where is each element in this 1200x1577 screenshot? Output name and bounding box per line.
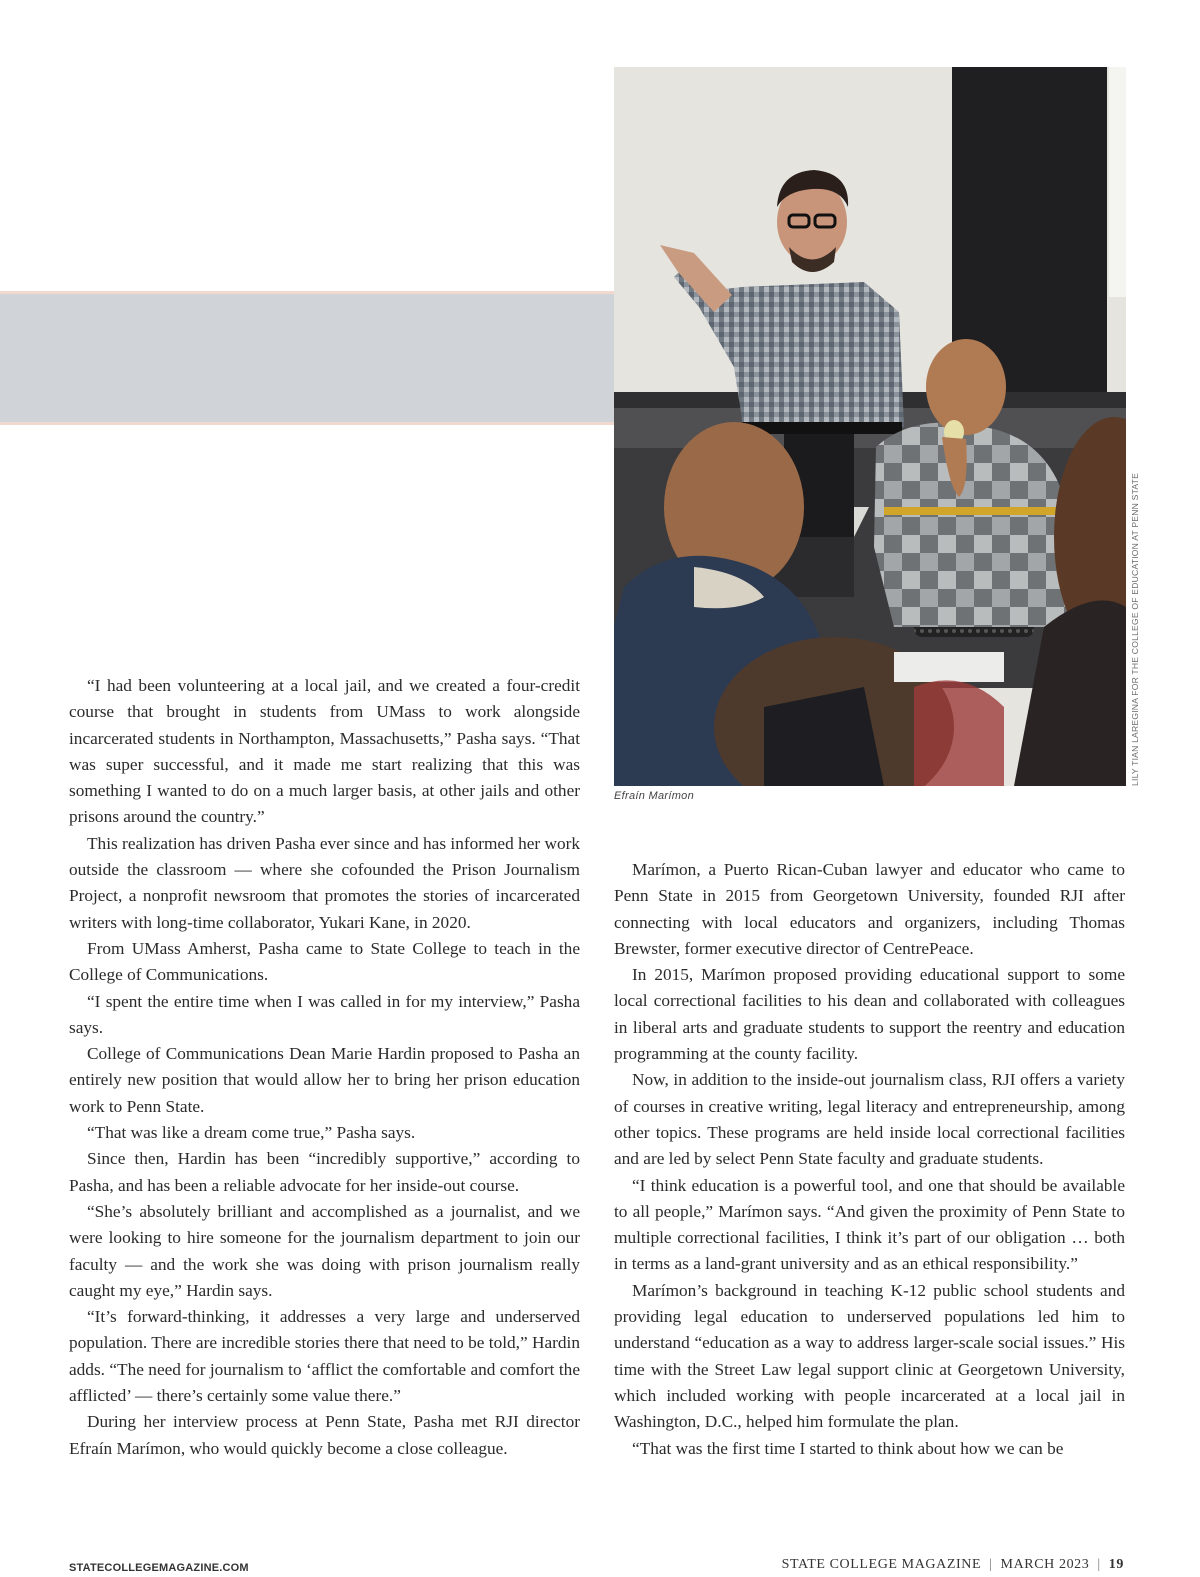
page-number: 19 [1108, 1557, 1124, 1572]
paragraph: In 2015, Marímon proposed providing educational support to some local correctional facilities to his dean and collaborated with colleagues in liberal arts and graduate students to support the reentry and education programming at the county facility. [614, 965, 1125, 1064]
paragraph: “I had been volunteering at a local jail, and we created a four-credit course that brought in students from UMass to work alongside incarcerated students in Northampton, Massachusetts,” Pasha says. “That was super successful, and it made me start realizing that this was something I wanted to do on a much larger basis, at other jails and other prisons around the country.” [69, 676, 580, 827]
paragraph: “She’s absolutely brilliant and accomplished as a journalist, and we were looking to hire someone for the journalism department to join our faculty — and the work she was doing with prison journalism really caught my eye,” Hardin says. [69, 1201, 580, 1300]
paragraph: Now, in addition to the inside-out journalism class, RJI offers a variety of courses in creative writing, legal literacy and entrepreneurship, among other topics. These programs are held inside local correctional facilities and are led by select Penn State faculty and graduate students. [614, 1070, 1125, 1169]
paragraph: Marímon’s background in teaching K-12 public school students and providing legal education to underserved populations led him to understand “education as a way to address larger-scale social issues.” His time with the Street Law legal support clinic at Georgetown University, which included working with people incarcerated at a local jail in Washington, D.C., helped him formulate the plan. [614, 1280, 1125, 1432]
paragraph: During her interview process at Penn State, Pasha met RJI director Efraín Marímon, who would quickly become a close colleague. [69, 1412, 580, 1458]
photo-credit [1125, 472, 1145, 786]
page-footer [782, 1557, 1124, 1573]
paragraph: “It’s forward-thinking, it addresses a very large and underserved population. There are incredible stories there that need to be told,” Hardin adds. “The need for journalism to ‘afflict the comfortable and comfort the afflicted’ — there’s certainly some value there.” [69, 1307, 580, 1406]
paragraph: College of Communications Dean Marie Hardin proposed to Pasha an entirely new position that would allow her to bring her prison education work to Penn State. [69, 1044, 580, 1116]
paragraph: From UMass Amherst, Pasha came to State College to teach in the College of Communications. [69, 938, 580, 985]
paragraph: “I think education is a powerful tool, and one that should be available to all people,” Marímon says. “And given the proximity of Penn State to multiple correctional facilities, I think it’s part of our obligation … both in terms as a land-grant university and as an ethical responsibility.” [614, 1175, 1125, 1274]
paragraph: Marímon, a Puerto Rican-Cuban lawyer and educator who came to Penn State in 2015 from Georgetown University, founded RJI after connecting with local educators and organizers, including Thomas Brewster, former executive director of CentrePeace. [614, 860, 1125, 958]
footer-separator: | [1097, 1557, 1101, 1572]
paragraph: “That was like a dream come true,” Pasha says. [87, 1123, 416, 1143]
photo-caption: Efraín Marímon [614, 790, 695, 802]
paragraph: “I spent the entire time when I was called in for my interview,” Pasha says. [69, 991, 580, 1037]
website-link[interactable]: STATECOLLEGEMAGAZINE.COM [69, 1562, 249, 1574]
photo-credit-text: LILY TIAN LAREGINA FOR THE COLLEGE OF EDUCATION AT PENN STATE [1130, 472, 1140, 786]
article-column-left [69, 673, 580, 1462]
paragraph: Since then, Hardin has been “incredibly supportive,” according to Pasha, and has been a reliable advocate for her inside-out course. [69, 1149, 580, 1195]
paragraph: This realization has driven Pasha ever since and has informed her work outside the classroom — where she cofounded the Prison Journalism Project, a nonprofit newsroom that promotes the stories of incarcerated writers with long-time collaborator, Yukari Kane, in 2020. [69, 833, 580, 932]
classroom-photo [614, 67, 1126, 786]
photo-illustration [614, 67, 1126, 786]
issue-date: MARCH 2023 [1000, 1557, 1090, 1572]
decorative-band [0, 291, 614, 425]
paragraph: “That was the first time I started to think about how we can be [632, 1438, 1064, 1458]
magazine-name: STATE COLLEGE MAGAZINE [781, 1557, 982, 1572]
article-column-right [614, 857, 1125, 1462]
footer-separator: | [989, 1557, 993, 1572]
